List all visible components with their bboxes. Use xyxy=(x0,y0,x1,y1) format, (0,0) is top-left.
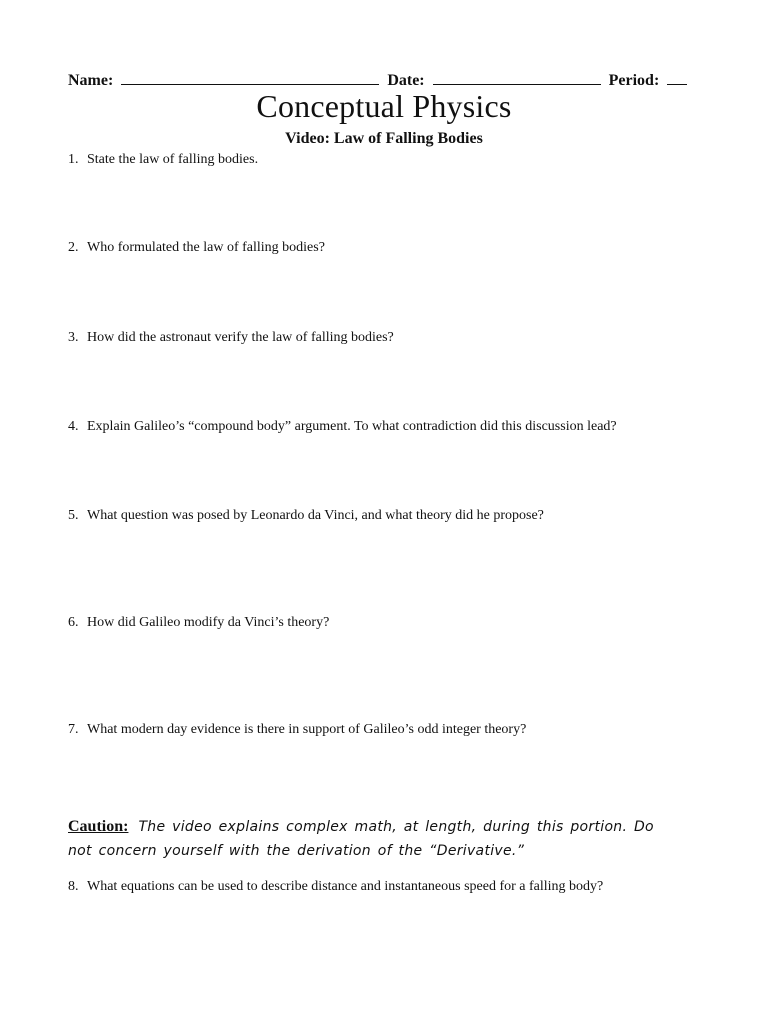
question-number: 5. xyxy=(68,508,79,523)
question-1 xyxy=(68,151,708,169)
question-text: Who formulated the law of falling bodies? xyxy=(87,240,325,255)
question-text: Explain Galileo’s “compound body” argument. To what contradiction did this discussion lead? xyxy=(87,419,617,434)
question-7 xyxy=(68,721,708,739)
question-number: 8. xyxy=(68,879,79,894)
name-blank[interactable] xyxy=(121,70,379,85)
question-number: 2. xyxy=(68,240,79,255)
date-label: Date: xyxy=(387,72,425,89)
question-number: 7. xyxy=(68,722,79,737)
question-5 xyxy=(68,507,708,525)
question-text: How did Galileo modify da Vinci’s theory? xyxy=(87,615,330,630)
question-text: What equations can be used to describe distance and instantaneous speed for a falling body? xyxy=(87,879,604,894)
caution-label: Caution: xyxy=(68,818,129,835)
name-label: Name: xyxy=(68,72,114,89)
student-info-row xyxy=(68,70,704,90)
period-blank[interactable] xyxy=(667,70,687,85)
question-text: State the law of falling bodies. xyxy=(87,152,259,167)
question-6 xyxy=(68,614,708,632)
page-subtitle: Video: Law of Falling Bodies xyxy=(285,130,483,147)
caution-text: The video explains complex math, at length, during this portion. Do not concern yourself with the derivation of the “Derivative.” xyxy=(68,819,654,859)
question-3 xyxy=(68,329,708,347)
question-8 xyxy=(68,878,708,896)
question-4 xyxy=(68,418,708,436)
question-number: 6. xyxy=(68,615,79,630)
question-number: 4. xyxy=(68,419,79,434)
date-blank[interactable] xyxy=(433,70,601,85)
period-label: Period: xyxy=(608,72,660,89)
question-2 xyxy=(68,239,708,257)
question-text: What modern day evidence is there in support of Galileo’s odd integer theory? xyxy=(87,722,527,737)
question-text: How did the astronaut verify the law of falling bodies? xyxy=(87,330,394,345)
question-number: 3. xyxy=(68,330,79,345)
page-title: Conceptual Physics xyxy=(256,88,512,124)
question-number: 1. xyxy=(68,152,79,167)
question-text: What question was posed by Leonardo da Vinci, and what theory did he propose? xyxy=(87,508,544,523)
caution-note xyxy=(68,815,678,863)
